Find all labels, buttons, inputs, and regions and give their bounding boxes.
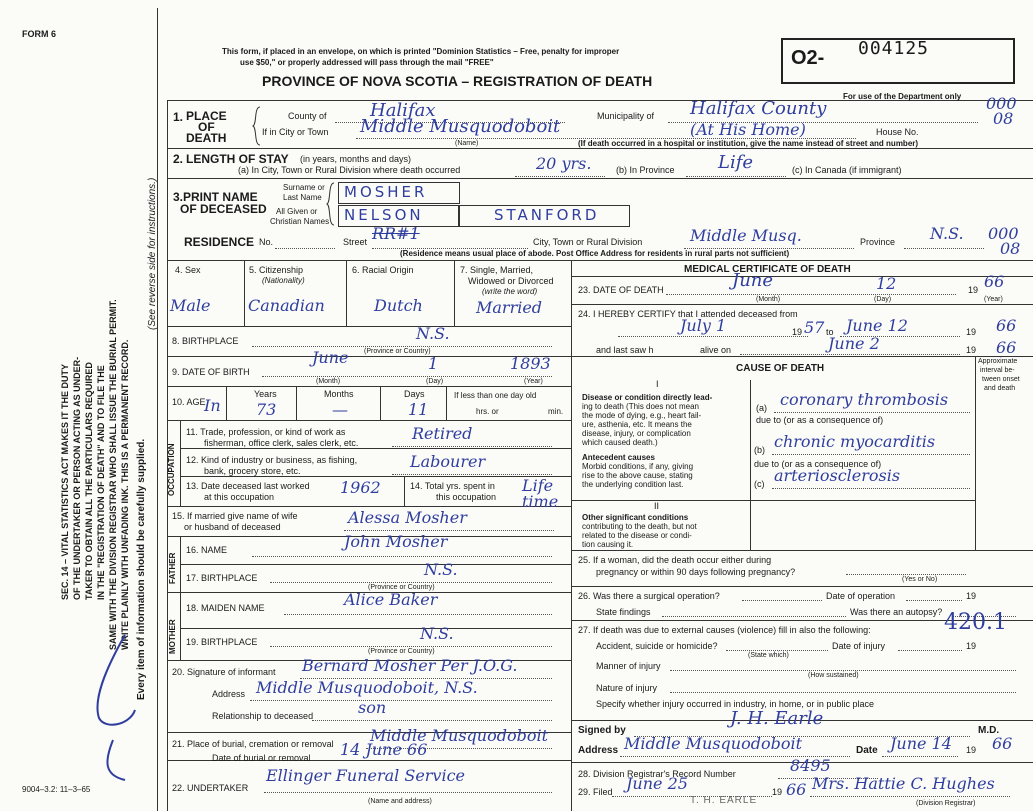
certify-label: 24. I HEREBY CERTIFY that I attended deceased from bbox=[578, 309, 798, 319]
medical-title: MEDICAL CERTIFICATE OF DEATH bbox=[684, 264, 851, 275]
injury-date-label: Date of injury bbox=[832, 641, 886, 651]
stay-num: 2. bbox=[173, 152, 184, 166]
residence-province-line bbox=[904, 248, 984, 249]
stay-c-label: (c) In Canada (if immigrant) bbox=[792, 165, 902, 175]
external-label: 27. If death was due to external causes (violence) fill in also the following: bbox=[578, 625, 871, 635]
marital-label-a: 7. Single, Married, bbox=[460, 265, 534, 275]
name-brace bbox=[326, 182, 336, 226]
signed-label: Signed by bbox=[578, 725, 626, 736]
roman-two: II bbox=[654, 501, 660, 511]
municipality-value: Halifax County bbox=[690, 98, 827, 119]
direct-label: Disease or condition directly lead- bbox=[582, 393, 713, 402]
md-date-label: Date bbox=[856, 745, 878, 756]
attend-from-yr: 57 bbox=[804, 318, 825, 337]
residence-code-2: 08 bbox=[1000, 239, 1021, 258]
form-title: PROVINCE OF NOVA SCOTIA – REGISTRATION OF DEATH bbox=[262, 73, 653, 89]
nature-line bbox=[670, 692, 1016, 693]
citizenship-note: (Nationality) bbox=[262, 276, 305, 285]
rule-after-stay bbox=[167, 178, 1033, 179]
industry-label-a: 12. Kind of industry or business, as fishing, bbox=[186, 455, 358, 465]
trade-line bbox=[392, 446, 552, 447]
dod-day-value: 12 bbox=[876, 274, 897, 293]
wife-value: Alessa Mosher bbox=[348, 508, 467, 527]
md-date-yr: 66 bbox=[992, 734, 1013, 753]
col-cit-rule bbox=[346, 260, 347, 326]
record-value: 8495 bbox=[790, 756, 831, 775]
marital-label-b: Widowed or Divorced bbox=[468, 276, 554, 286]
md-date-line bbox=[882, 756, 958, 757]
relationship-line bbox=[312, 720, 552, 721]
birthplace-line bbox=[252, 346, 552, 347]
sex-label: 4. Sex bbox=[175, 265, 201, 275]
residence-street-label: Street bbox=[343, 237, 368, 247]
alive-on-label: alive on bbox=[700, 345, 732, 355]
age-col-1 bbox=[226, 386, 227, 420]
direct-line-5: which caused death.) bbox=[582, 438, 658, 447]
interval-b: interval be- bbox=[980, 367, 1015, 374]
house-no-label: House No. bbox=[876, 127, 919, 137]
mother-bp-value: N.S. bbox=[420, 624, 454, 643]
trade-label-a: 11. Trade, profession, or kind of work as bbox=[186, 427, 346, 437]
reg-number: 004125 bbox=[858, 38, 930, 59]
col-split bbox=[571, 260, 572, 811]
maiden-line bbox=[284, 614, 552, 615]
residence-province-value: N.S. bbox=[930, 224, 964, 243]
place-label-c: DEATH bbox=[186, 131, 227, 145]
rule-right-24 bbox=[571, 304, 1033, 305]
burial-date-value: 14 June 66 bbox=[340, 740, 428, 759]
rule-after-place bbox=[167, 148, 1033, 149]
act-line-1: SEC. 14 – VITAL STATISTICS ACT MAKES IT THE DUTY bbox=[60, 363, 70, 600]
age-months-label: Months bbox=[324, 389, 354, 399]
total-years-label-a: 14. Total yrs. spent in bbox=[410, 481, 495, 491]
rule-left-8 bbox=[167, 326, 571, 327]
at-home-value: (At His Home) bbox=[690, 120, 806, 139]
filed-year: 19 bbox=[772, 787, 783, 797]
supply-note: Every item of information should be carefully supplied. bbox=[136, 438, 147, 700]
maiden-value: Alice Baker bbox=[344, 590, 438, 609]
icd-code-value: 420.1 bbox=[944, 610, 1007, 635]
residence-city-value: Middle Musq. bbox=[690, 226, 802, 245]
father-bp-label: 17. BIRTHPLACE bbox=[186, 573, 258, 583]
findings-line bbox=[662, 616, 846, 617]
nature-label: Nature of injury bbox=[596, 683, 658, 693]
surgery-label: 26. Was there a surgical operation? bbox=[578, 591, 720, 601]
due-to-2: due to (or as a consequence of) bbox=[754, 459, 882, 469]
form-number: FORM 6 bbox=[22, 29, 57, 39]
direct-line-1: ing to death (This does not mean bbox=[582, 402, 699, 411]
direct-line-3: ure, asthenia, etc. It means the bbox=[582, 420, 692, 429]
total-years-label-b: this occupation bbox=[436, 492, 497, 502]
informant-address-value: Middle Musquodoboit, N.S. bbox=[256, 678, 478, 697]
father-bp-value: N.S. bbox=[424, 560, 458, 579]
interval-d: and death bbox=[984, 385, 1016, 392]
county-value: Halifax bbox=[370, 100, 436, 121]
relationship-label: Relationship to deceased bbox=[212, 711, 314, 721]
citizenship-value: Canadian bbox=[248, 296, 325, 315]
other-label: Other significant conditions bbox=[582, 513, 689, 522]
due-to-1: due to (or as a consequence of) bbox=[756, 415, 884, 425]
dod-day-note: (Day) bbox=[874, 296, 892, 303]
municipality-label: Municipality of bbox=[597, 111, 655, 121]
act-line-3: TAKER TO OBTAIN ALL THE PARTICULARS REQUIRED bbox=[84, 362, 94, 600]
accident-label: Accident, suicide or homicide? bbox=[596, 641, 718, 651]
direct-line-4: disease, injury, or complication bbox=[582, 429, 691, 438]
place-num: 1. bbox=[173, 110, 184, 124]
stay-b-value: Life bbox=[718, 152, 754, 173]
age-years-value: 73 bbox=[256, 400, 277, 419]
antecedent-line-1: Morbid conditions, if any, giving bbox=[582, 462, 694, 471]
undertaker-value: Ellinger Funeral Service bbox=[266, 766, 466, 785]
dod-year-note: (Year) bbox=[984, 296, 1003, 303]
rule-left-11 bbox=[167, 420, 571, 421]
act-line-2: OF THE UNDERTAKER OR PERSON ACTING AS UNDER- bbox=[72, 356, 82, 600]
given-middle-value: STANFORD bbox=[494, 206, 600, 224]
record-label: 28. Division Registrar's Record Number bbox=[578, 769, 736, 779]
preg-line bbox=[846, 574, 966, 575]
interval-c: tween onset bbox=[982, 376, 1020, 383]
city-value: Middle Musquodoboit bbox=[360, 116, 561, 137]
racial-label: 6. Racial Origin bbox=[352, 265, 414, 275]
burial-date-label: Date of burial or removal bbox=[212, 753, 311, 763]
age-days-label: Days bbox=[404, 389, 425, 399]
under-day-b: hrs. or bbox=[476, 407, 499, 416]
father-name-value: John Mosher bbox=[344, 532, 448, 551]
md-address-value: Middle Musquodoboit bbox=[624, 734, 803, 753]
stay-a-value: 20 yrs. bbox=[536, 154, 592, 173]
roman-one: I bbox=[656, 379, 659, 389]
autopsy-label: Was there an autopsy? bbox=[850, 607, 943, 617]
industry-label-b: bank, grocery store, etc. bbox=[204, 466, 301, 476]
mother-side-rule bbox=[180, 592, 181, 660]
rule-right-23 bbox=[571, 276, 1033, 277]
age-in-value: In bbox=[204, 396, 221, 415]
stay-a-line bbox=[515, 176, 605, 177]
father-name-line bbox=[252, 556, 552, 557]
dept-use-label: For use of the Department only bbox=[843, 92, 962, 101]
rule-right-25 bbox=[571, 550, 1033, 551]
residence-no-line bbox=[275, 248, 335, 249]
trade-value: Retired bbox=[412, 424, 473, 443]
filed-yr: 66 bbox=[786, 780, 807, 799]
place-label-a: PLACE bbox=[186, 109, 227, 123]
birthplace-value: N.S. bbox=[416, 324, 450, 343]
marital-label-c: (write the word) bbox=[482, 287, 538, 296]
mail-notice-1: This form, if placed in an envelope, on which is printed "Dominion Statistics – Free, penalty for improper bbox=[222, 47, 620, 56]
dob-month-note: (Month) bbox=[316, 378, 341, 385]
mother-side-label: MOTHER bbox=[168, 619, 177, 654]
surname-value: MOSHER bbox=[344, 183, 428, 201]
preg-label-b: pregnancy or within 90 days following pregnancy? bbox=[596, 567, 796, 577]
rule-after-residence bbox=[167, 260, 1033, 261]
name-num: 3. bbox=[173, 190, 184, 204]
reg-prefix: O2- bbox=[791, 47, 825, 69]
antecedent-label: Antecedent causes bbox=[582, 453, 655, 462]
last-worked-label-b: at this occupation bbox=[204, 492, 275, 502]
op-year: 19 bbox=[966, 591, 977, 601]
hospital-note: (If death occurred in a hospital or institution, give the name instead of street and number) bbox=[578, 139, 919, 148]
filed-label: 29. Filed bbox=[578, 787, 613, 797]
age-col-2 bbox=[296, 386, 297, 420]
undertaker-line bbox=[264, 792, 552, 793]
mail-notice-2: use $50," or properly addressed will pass through the mail "FREE" bbox=[240, 58, 494, 67]
dob-label: 9. DATE OF BIRTH bbox=[172, 367, 250, 377]
to-label: to bbox=[826, 327, 834, 337]
given-first-value: NELSON bbox=[344, 206, 424, 224]
last-saw-value: June 2 bbox=[828, 334, 880, 353]
cause-a-label: (a) bbox=[756, 403, 767, 413]
father-name-label: 16. NAME bbox=[186, 545, 228, 555]
mother-bp-label: 19. BIRTHPLACE bbox=[186, 637, 258, 647]
place-label-b: OF bbox=[198, 120, 215, 134]
preg-label-a: 25. If a woman, did the death occur either during bbox=[578, 555, 772, 565]
state-which-note: (State which) bbox=[748, 652, 789, 659]
dob-year-note: (Year) bbox=[524, 378, 543, 385]
interval-a: Approximate bbox=[978, 358, 1018, 365]
antecedent-line-2: rise to the above cause, stating bbox=[582, 471, 693, 480]
registrar-note: (Division Registrar) bbox=[916, 800, 976, 807]
mother-bp-note: (Province or Country) bbox=[368, 648, 435, 655]
wife-label-b: or husband of deceased bbox=[184, 522, 281, 532]
surname-label-b: Last Name bbox=[283, 193, 322, 202]
industry-line bbox=[392, 474, 552, 475]
surname-label-a: Surname or bbox=[283, 183, 325, 192]
left-margin-rule bbox=[157, 8, 158, 811]
preg-yes-no: (Yes or No) bbox=[902, 576, 938, 583]
op-date-label: Date of operation bbox=[826, 591, 896, 601]
cause-sub-rule bbox=[571, 500, 975, 501]
stay-label: LENGTH OF STAY bbox=[186, 152, 289, 166]
age-months-value: — bbox=[332, 400, 348, 419]
occupation-side-rule bbox=[180, 420, 181, 506]
registrar-line bbox=[810, 796, 1010, 797]
antecedent-line-3: the underlying condition last. bbox=[582, 480, 684, 489]
how-sustained-note: (How sustained) bbox=[808, 672, 859, 679]
signed-value: J. H. Earle bbox=[730, 708, 824, 729]
dod-year-prefix: 19 bbox=[968, 285, 979, 295]
residence-note: (Residence means usual place of abode. Post Office Address for residents in rural parts not sufficient) bbox=[400, 249, 790, 258]
father-bp-line bbox=[270, 582, 552, 583]
specify-label: Specify whether injury occurred in industry, in home, or in public place bbox=[596, 699, 874, 709]
injury-date-line bbox=[898, 650, 962, 651]
cause-a-value: coronary thrombosis bbox=[780, 390, 949, 409]
relationship-value: son bbox=[358, 698, 387, 717]
dod-label: 23. DATE OF DEATH bbox=[578, 285, 664, 295]
md-address-label: Address bbox=[578, 745, 619, 756]
given-label-a: All Given or bbox=[276, 207, 318, 216]
rule-left-15 bbox=[167, 506, 571, 507]
md-label: M.D. bbox=[978, 725, 1000, 736]
rule-right-cause bbox=[571, 356, 1033, 357]
residence-street-value: RR#1 bbox=[372, 224, 420, 243]
dob-year-value: 1893 bbox=[510, 354, 551, 373]
attend-to-value: June 12 bbox=[846, 316, 908, 335]
maiden-label: 18. MAIDEN NAME bbox=[186, 603, 265, 613]
rule-right-26 bbox=[571, 586, 1033, 587]
marital-value: Married bbox=[476, 298, 543, 317]
last-saw-yr: 66 bbox=[996, 338, 1017, 357]
dod-month-note: (Month) bbox=[756, 296, 781, 303]
cause-c-line bbox=[772, 488, 970, 489]
residence-city-label: City, Town or Rural Division bbox=[533, 237, 643, 247]
age-col-4 bbox=[446, 386, 447, 420]
registrar-value: Mrs. Hattie C. Hughes bbox=[812, 774, 995, 793]
rule-left-10 bbox=[167, 386, 571, 387]
occupation-side-label: OCCUPATION bbox=[167, 443, 176, 496]
attend-to-year: 19 bbox=[966, 327, 977, 337]
state-findings-label: State findings bbox=[596, 607, 651, 617]
md-date-value: June 14 bbox=[890, 734, 952, 753]
age-days-value: 11 bbox=[408, 400, 429, 419]
last-worked-label-a: 13. Date deceased last worked bbox=[186, 481, 310, 491]
under-day-a: If less than one day old bbox=[454, 391, 537, 400]
trade-label-b: fisherman, office clerk, sales clerk, etc. bbox=[204, 438, 359, 448]
dod-year-value: 66 bbox=[984, 272, 1005, 291]
cause-b-line bbox=[772, 454, 970, 455]
act-line-6: WRITE PLAINLY WITH UNFADING INK. THIS IS A PERMANENT RECORD. bbox=[120, 339, 130, 650]
dob-month-value: June bbox=[312, 348, 349, 367]
op-date-line bbox=[906, 600, 962, 601]
margin-pen-mark bbox=[85, 630, 145, 790]
residence-province-label: Province bbox=[860, 237, 896, 247]
cause-c-label: (c) bbox=[754, 479, 765, 489]
injury-year: 19 bbox=[966, 641, 977, 651]
other-line-1: contributing to the death, but not bbox=[582, 522, 697, 531]
manner-label: Manner of injury bbox=[596, 661, 661, 671]
age-label: 10. AGE bbox=[172, 397, 206, 407]
total-years-value: Life time bbox=[522, 476, 559, 511]
burial-place-label: 21. Place of burial, cremation or removal bbox=[172, 739, 334, 749]
mother-bp-line bbox=[270, 646, 552, 647]
burial-place-value: Middle Musquodoboit bbox=[370, 726, 549, 745]
father-bp-note: (Province or Country) bbox=[368, 584, 435, 591]
attend-to-yr: 66 bbox=[996, 316, 1017, 335]
cause-b-value: chronic myocarditis bbox=[774, 432, 936, 451]
residence-code-1: 000 bbox=[988, 224, 1019, 243]
father-sub-rule bbox=[180, 564, 571, 565]
dod-line bbox=[666, 294, 956, 295]
occ-sub-rule bbox=[180, 476, 571, 477]
dept-code-2: 08 bbox=[993, 109, 1014, 128]
last-saw-line bbox=[740, 354, 960, 355]
mother-sub-rule bbox=[180, 628, 571, 629]
print-code: 9004–3.2: 11–3–65 bbox=[22, 785, 91, 794]
residence-no-label: No. bbox=[259, 237, 274, 247]
informant-address-line bbox=[250, 700, 552, 701]
occ-sub-rule2 bbox=[180, 448, 571, 449]
stay-a-label: (a) In City, Town or Rural Division where death occurred bbox=[238, 165, 461, 175]
given-label-b: Christian Names bbox=[270, 217, 330, 226]
age-col-3 bbox=[380, 386, 381, 420]
dob-line bbox=[262, 376, 552, 377]
cause-a-line bbox=[774, 412, 970, 413]
accident-line bbox=[726, 650, 828, 651]
place-brace bbox=[252, 106, 262, 146]
interval-rule bbox=[975, 356, 976, 550]
md-date-year: 19 bbox=[966, 745, 977, 755]
age-years-label: Years bbox=[254, 389, 277, 399]
col-race-rule bbox=[454, 260, 455, 326]
wife-line bbox=[344, 530, 554, 531]
other-line-3: tion causing it. bbox=[582, 540, 634, 549]
undertaker-note: (Name and address) bbox=[368, 798, 432, 805]
act-line-5: SAME WITH THE DIVISION REGISTRAR WHO SHALL ISSUE THE BURIAL PERMIT. bbox=[108, 299, 118, 650]
dob-day-value: 1 bbox=[428, 354, 439, 373]
informant-sig-value: Bernard Mosher Per J.O.G. bbox=[302, 656, 518, 675]
reverse-note: (See reverse side for instructions.) bbox=[147, 177, 158, 330]
stay-b-line bbox=[686, 176, 786, 177]
dept-code-1: 000 bbox=[986, 94, 1017, 113]
wife-label-a: 15. If married give name of wife bbox=[172, 511, 298, 521]
racial-value: Dutch bbox=[374, 296, 423, 315]
under-day-c: min. bbox=[548, 407, 564, 416]
cause-left-rule bbox=[750, 380, 751, 550]
manner-line bbox=[670, 670, 1016, 671]
name-label-b: OF DECEASED bbox=[180, 202, 267, 216]
attend-from-value: July 1 bbox=[680, 316, 727, 335]
attend-from-year: 19 bbox=[792, 327, 803, 337]
city-name-note: (Name) bbox=[455, 140, 479, 147]
cause-c-value: arteriosclerosis bbox=[774, 466, 901, 485]
citizenship-label: 5. Citizenship bbox=[249, 265, 304, 275]
attend-from-line bbox=[618, 336, 808, 337]
dob-day-note: (Day) bbox=[426, 378, 444, 385]
birthplace-note: (Province or Country) bbox=[364, 348, 431, 355]
stay-note: (in years, months and days) bbox=[300, 154, 412, 164]
city-label: If in City or Town bbox=[262, 127, 329, 137]
filed-value: June 25 bbox=[626, 774, 688, 793]
county-label: County of bbox=[288, 111, 327, 121]
act-line-4: IN THE "REGISTRATION OF DEATH" AND TO FILE THE bbox=[96, 365, 106, 600]
occ-col-rule bbox=[404, 476, 405, 506]
dod-month-value: June bbox=[732, 270, 774, 291]
other-line-2: related to the disease or condi- bbox=[582, 531, 692, 540]
industry-value: Labourer bbox=[410, 452, 486, 471]
undertaker-label: 22. UNDERTAKER bbox=[172, 783, 249, 793]
name-label-a: PRINT NAME bbox=[183, 190, 258, 204]
informant-sig-label: 20. Signature of informant bbox=[172, 667, 276, 677]
sex-value: Male bbox=[170, 296, 211, 315]
birthplace-label: 8. BIRTHPLACE bbox=[172, 336, 239, 346]
col-sex-rule bbox=[244, 260, 245, 326]
surgery-line bbox=[742, 600, 822, 601]
last-saw-label: and last saw h bbox=[596, 345, 654, 355]
cause-title: CAUSE OF DEATH bbox=[736, 363, 825, 374]
cause-b-label: (b) bbox=[754, 445, 765, 455]
last-saw-year: 19 bbox=[966, 345, 977, 355]
stay-b-label: (b) In Province bbox=[616, 165, 675, 175]
informant-address-label: Address bbox=[212, 689, 246, 699]
father-side-label: FATHER bbox=[168, 552, 177, 584]
stamp-value: T. H. EARLE bbox=[690, 795, 758, 806]
direct-line-2: the mode of dying, e.g., heart fail- bbox=[582, 411, 702, 420]
residence-label: RESIDENCE bbox=[184, 235, 255, 249]
last-worked-value: 1962 bbox=[340, 478, 381, 497]
